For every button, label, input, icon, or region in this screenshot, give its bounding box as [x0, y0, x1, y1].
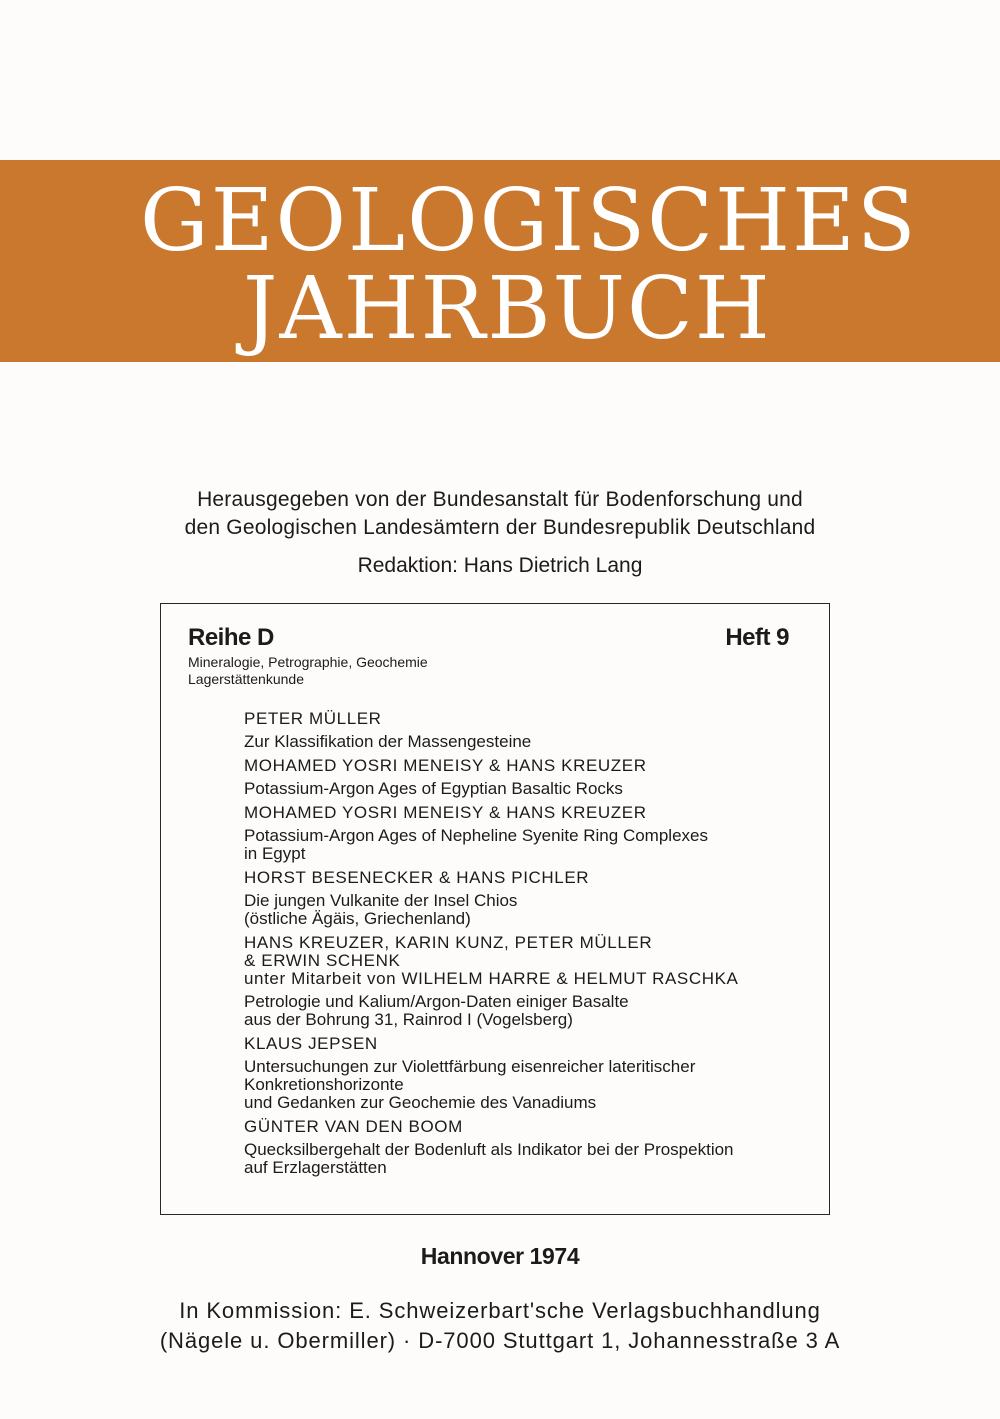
title-line: aus der Bohrung 31, Rainrod I (Vogelsberg) — [244, 1010, 573, 1029]
entry-title — [244, 827, 824, 863]
publisher-line: Herausgegeben von der Bundesanstalt für Bodenforschung und — [197, 488, 803, 511]
title-line: Konkretionshorizonte — [244, 1075, 404, 1094]
author-line: MOHAMED YOSRI MENEISY & HANS KREUZER — [244, 803, 647, 822]
editor-credit: Redaktion: Hans Dietrich Lang — [357, 554, 643, 577]
entry-title — [244, 892, 824, 928]
commission-line: In Kommission: E. Schweizerbart'sche Verlagsbuchhandlung — [179, 1298, 821, 1323]
issue-number: Heft 9 — [725, 624, 789, 651]
series-name: Reihe D — [188, 624, 274, 651]
place-and-year: Hannover 1974 — [420, 1243, 580, 1269]
entry-title — [244, 733, 824, 751]
journal-title-line2: JAHRBUCH — [243, 259, 772, 359]
author-line: PETER MÜLLER — [244, 709, 382, 728]
entry-authors — [244, 757, 824, 775]
title-line: (östliche Ägäis, Griechenland) — [244, 909, 471, 928]
author-line: & ERWIN SCHENK — [244, 951, 401, 970]
author-line: MOHAMED YOSRI MENEISY & HANS KREUZER — [244, 756, 647, 775]
contents-entry — [244, 804, 824, 863]
title-banner — [0, 160, 1000, 362]
title-line: auf Erzlagerstätten — [244, 1158, 387, 1177]
title-line: Potassium-Argon Ages of Egyptian Basaltic Rocks — [244, 779, 623, 798]
subject-line: Lagerstättenkunde — [188, 671, 304, 687]
title-line: und Gedanken zur Geochemie des Vanadiums — [244, 1093, 597, 1112]
contents-entry — [244, 1118, 824, 1177]
journal-title-line1: GEOLOGISCHES — [140, 171, 918, 271]
title-line: Potassium-Argon Ages of Nepheline Syenite Ring Complexes — [244, 826, 708, 845]
entry-authors — [244, 710, 824, 728]
commission-line: (Nägele u. Obermiller) · D-7000 Stuttgart 1, Johannesstraße 3 A — [159, 1328, 841, 1353]
contents-entry — [244, 1035, 824, 1112]
author-line: HORST BESENECKER & HANS PICHLER — [244, 868, 590, 887]
series-subjects — [188, 654, 428, 688]
author-line: KLAUS JEPSEN — [244, 1034, 378, 1053]
title-line: Untersuchungen zur Violettfärbung eisenreicher lateritischer — [244, 1057, 696, 1076]
entry-authors — [244, 869, 824, 887]
contents-entry — [244, 757, 824, 798]
entry-title — [244, 993, 824, 1029]
contents-entry — [244, 934, 824, 1029]
contents-box — [160, 603, 830, 1215]
publisher-line: den Geologischen Landesämtern der Bundesrepublik Deutschland — [184, 516, 816, 539]
entry-authors — [244, 1035, 824, 1053]
author-line: unter Mitarbeit von WILHELM HARRE & HELMUT RASCHKA — [244, 969, 739, 988]
subject-line: Mineralogie, Petrographie, Geochemie — [188, 654, 428, 670]
title-line: Die jungen Vulkanite der Insel Chios — [244, 891, 518, 910]
publisher-statement — [0, 486, 1000, 542]
author-line: HANS KREUZER, KARIN KUNZ, PETER MÜLLER — [244, 933, 653, 952]
title-line: Zur Klassifikation der Massengesteine — [244, 732, 532, 751]
entry-title — [244, 780, 824, 798]
title-line: Quecksilbergehalt der Bodenluft als Indikator bei der Prospektion — [244, 1140, 734, 1159]
entry-title — [244, 1058, 824, 1112]
table-of-contents — [244, 710, 824, 1183]
contents-entry — [244, 710, 824, 751]
entry-authors — [244, 1118, 824, 1136]
commission-imprint — [0, 1296, 1000, 1356]
title-line: in Egypt — [244, 844, 306, 863]
contents-entry — [244, 869, 824, 928]
entry-authors — [244, 804, 824, 822]
title-line: Petrologie und Kalium/Argon-Daten einiger Basalte — [244, 992, 629, 1011]
entry-title — [244, 1141, 824, 1177]
entry-authors — [244, 934, 824, 988]
author-line: GÜNTER VAN DEN BOOM — [244, 1117, 463, 1136]
